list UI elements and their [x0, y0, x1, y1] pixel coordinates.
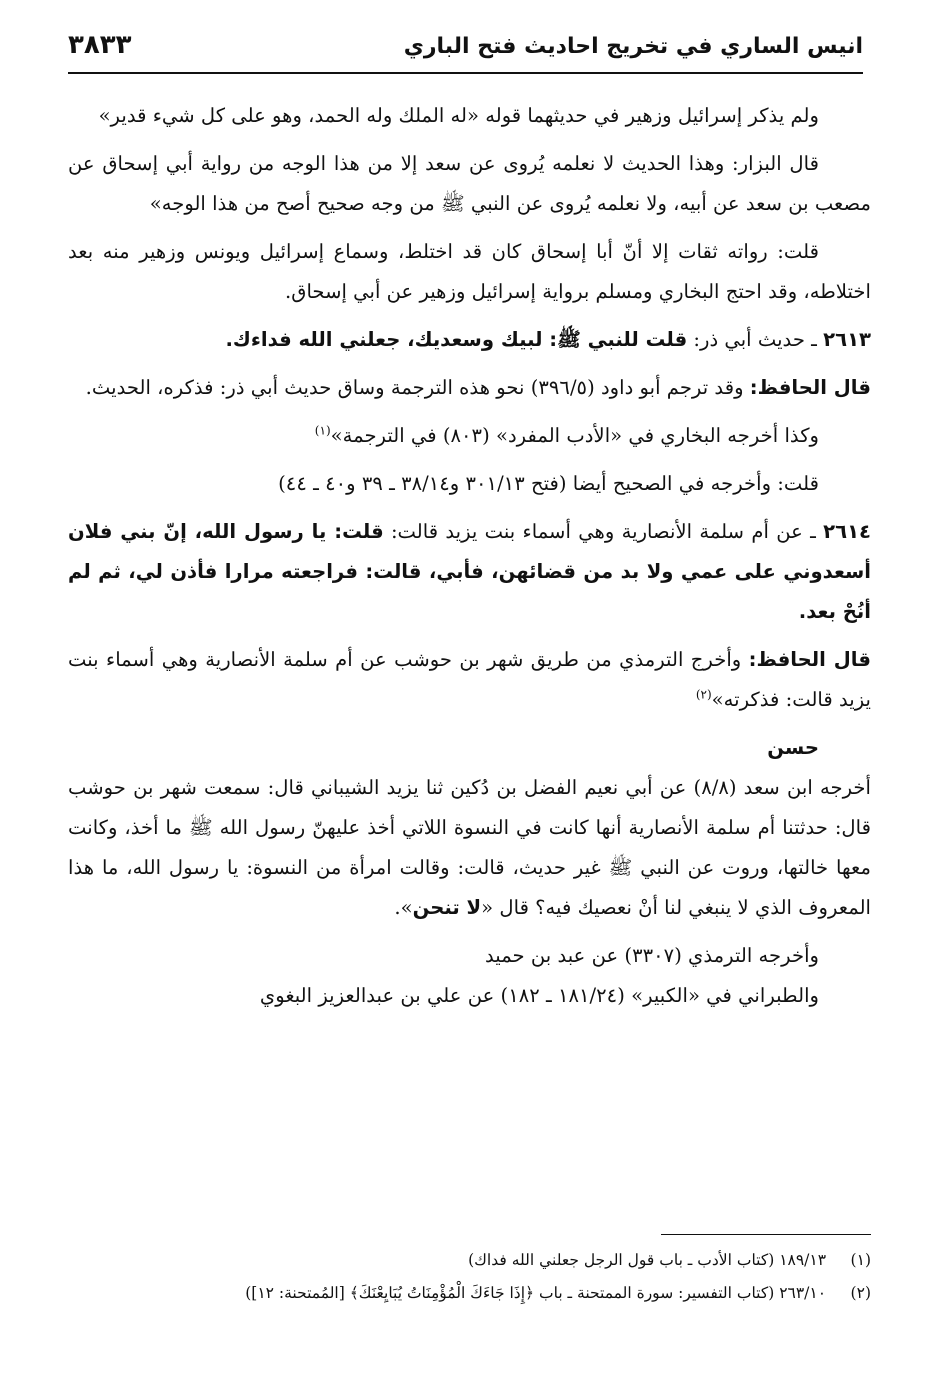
- hadith-number: ٢٦١٤: [823, 520, 871, 543]
- footnote-separator: [661, 1234, 871, 1235]
- footnote-ref-1: (١): [314, 423, 331, 438]
- footnote-text: ٢٦٣/١٠ (كتاب التفسير: سورة الممتحنة ـ باب ﴿إِذَا جَاءَكَ الْمُؤْمِنَاتُ يُبَايِعْنَكَ﴾ [المُمتحنة: ١٢]): [245, 1284, 827, 1302]
- footnotes: [68, 1244, 871, 1310]
- hafiz-label: قال الحافظ:: [748, 648, 871, 671]
- hafiz-label: قال الحافظ:: [749, 376, 871, 399]
- hafiz-text: وقد ترجم أبو داود (٣٩٦/٥) نحو هذه الترجمة وساق حديث أبي ذر: فذكره، الحديث.: [85, 376, 750, 399]
- paragraph-ibn-saad: [68, 768, 871, 928]
- paragraph-bazzar: قال البزار: وهذا الحديث لا نعلمه يُروى عن سعد إلا من هذا الوجه من رواية أبي إسحاق عن مصعب بن سعد عن أبيه، ولا نعلمه يُروى عن النبي ﷺ من وجه صحيح أصح من هذا الوجه»: [68, 152, 871, 215]
- book-title: انيس الساري في تخريج احاديث فتح الباري: [403, 34, 863, 59]
- sahih-line: قلت: وأخرجه في الصحيح أيضا (فتح ٣٠١/١٣ و٣٨/١٤ ـ ٣٩ و٤٠ ـ ٤٤): [278, 472, 819, 495]
- paragraph-narrators-note: قلت: رواته ثقات إلا أنّ أبا إسحاق كان قد اختلط، وسماع إسرائيل ويونس وزهير منه بعد اختلاطه، وقد احتج البخاري ومسلم برواية إسرائيل وزهير عن أبي إسحاق.: [68, 240, 871, 303]
- hadith-number: ٢٦١٣: [823, 328, 871, 351]
- paragraph-no-mention: ولم يذكر إسرائيل وزهير في حديثهما قوله «له الملك وله الحمد، وهو على كل شيء قدير»: [98, 104, 819, 127]
- hadith-2613: [68, 320, 871, 360]
- ibn-saad-bold: لا تنحن: [412, 896, 482, 919]
- tabarani-line: والطبراني في «الكبير» (١٨١/٢٤ ـ ١٨٢) عن علي بن عبدالعزيز البغوي: [259, 984, 819, 1007]
- footnote-2: [68, 1277, 871, 1310]
- footnote-text: ١٨٩/١٣ (كتاب الأدب ـ باب قول الرجل جعلني الله فداك): [468, 1251, 827, 1269]
- ibn-saad-end: ».: [394, 896, 413, 919]
- hafiz-comment-2: [68, 640, 871, 720]
- running-header: [68, 30, 863, 74]
- footnote-1: [68, 1244, 871, 1277]
- hafiz-comment-1: [68, 368, 871, 408]
- bukhari-adab-line: [68, 416, 871, 456]
- hadith-text: قلت: يا رسول الله، إنّ بني فلان أسعدوني على عمي ولا بد من قضائهن، فأبي، قالت: فراجعته مرارا فأذن لي، ثم لم أنُحْ بعد.: [68, 520, 871, 623]
- main-text: [68, 96, 871, 1016]
- page-number: ٣٨٣٣: [68, 30, 132, 60]
- hadith-text: قلت للنبي ﷺ: لبيك وسعديك، جعلني الله فداءك.: [225, 328, 688, 351]
- bukhari-adab-text: وكذا أخرجه البخاري في «الأدب المفرد» (٨٠٣) في الترجمة»: [330, 424, 819, 447]
- footnote-number: (١): [850, 1251, 871, 1269]
- hafiz-text: وأخرج الترمذي من طريق شهر بن حوشب عن أم سلمة الأنصارية وهي أسماء بنت يزيد قالت: فذكرته»: [68, 648, 871, 711]
- hadith-2614: [68, 512, 871, 632]
- grade-heading: حسن: [767, 736, 819, 759]
- tirmidhi-line: وأخرجه الترمذي (٣٣٠٧) عن عبد بن حميد: [485, 944, 819, 967]
- footnote-number: (٢): [850, 1284, 871, 1302]
- hadith-lead: ـ حديث أبي ذر:: [687, 328, 817, 351]
- hadith-lead: ـ عن أم سلمة الأنصارية وهي أسماء بنت يزيد قالت:: [383, 520, 816, 543]
- footnote-ref-2: (٢): [695, 687, 712, 702]
- ibn-saad-text: أخرجه ابن سعد (٨/٨) عن أبي نعيم الفضل بن دُكين ثنا يزيد الشيباني قال: سمعت شهر بن حوشب قال: حدثتنا أم سلمة الأنصارية أنها كانت في النسوة اللاتي أخذ عليهنّ رسول الله ﷺ ما أخذ، وكانت معها خالتها، وروت عن النبي ﷺ غير حديث، قالت: وقالت امرأة من النسوة: يا رسول الله، ما هذا المعروف الذي لا ينبغي لنا أنْ نعصيك فيه؟ قال «: [68, 776, 871, 919]
